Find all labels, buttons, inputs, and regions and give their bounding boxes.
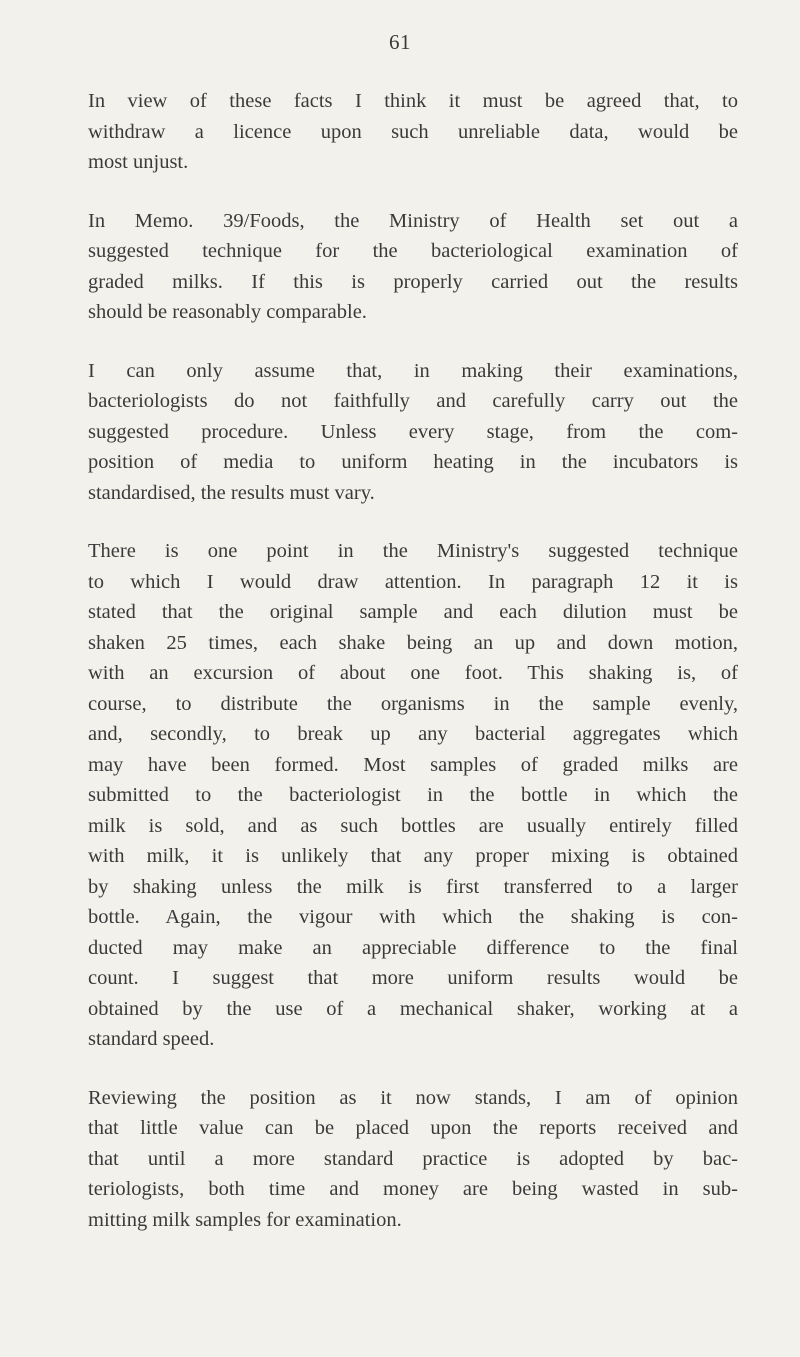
text-line: In view of these facts I think it must be agreed that, to <box>88 90 738 112</box>
text-line: should be reasonably comparable. <box>88 301 367 323</box>
text-line: obtained by the use of a mechanical shaker, working at a <box>88 997 738 1020</box>
paragraph-1 <box>88 86 738 178</box>
text-line: stated that the original sample and each dilution must be <box>88 601 738 623</box>
text-line: I can only assume that, in making their examinations, <box>88 359 738 382</box>
text-line: bacteriologists do not faithfully and carefully carry out the <box>88 390 738 412</box>
paragraph-2 <box>88 206 738 328</box>
text-line: suggested procedure. Unless every stage, from the com- <box>88 420 738 443</box>
text-line: standard speed. <box>88 1028 215 1050</box>
text-line: that little value can be placed upon the reports received and <box>88 1117 738 1139</box>
text-line: withdraw a licence upon such unreliable data, would be <box>88 120 738 143</box>
text-line: ducted may make an appreciable difference to the final <box>88 936 738 959</box>
text-line: most unjust. <box>88 151 189 173</box>
page-number: 61 <box>389 30 411 54</box>
text-line: position of media to uniform heating in the incubators is <box>88 451 738 473</box>
paragraph-4 <box>88 536 738 1055</box>
text-line: suggested technique for the bacteriological examination of <box>88 240 738 262</box>
paragraph-3 <box>88 356 738 509</box>
text-line: standardised, the results must vary. <box>88 481 375 504</box>
text-line: and, secondly, to break up any bacterial aggregates which <box>88 723 738 745</box>
text-line: shaken 25 times, each shake being an up and down motion, <box>88 631 738 654</box>
text-line: submitted to the bacteriologist in the bottle in which the <box>88 784 738 806</box>
paragraph-5 <box>88 1083 738 1236</box>
text-line: with an excursion of about one foot. This shaking is, of <box>88 662 738 684</box>
text-line: There is one point in the Ministry's suggested technique <box>88 540 738 562</box>
text-line: In Memo. 39/Foods, the Ministry of Health set out a <box>88 209 738 232</box>
text-line: with milk, it is unlikely that any proper mixing is obtained <box>88 845 738 867</box>
text-line: Reviewing the position as it now stands, I am of opinion <box>88 1086 738 1109</box>
text-line: milk is sold, and as such bottles are usually entirely filled <box>88 814 738 837</box>
text-line: bottle. Again, the vigour with which the shaking is con- <box>88 906 738 928</box>
text-line: course, to distribute the organisms in the sample evenly, <box>88 692 738 715</box>
text-line: teriologists, both time and money are being wasted in sub- <box>88 1178 738 1200</box>
text-line: mitting milk samples for examination. <box>88 1208 402 1231</box>
text-line: may have been formed. Most samples of graded milks are <box>88 753 738 776</box>
text-line: that until a more standard practice is adopted by bac- <box>88 1147 738 1170</box>
text-line: by shaking unless the milk is first transferred to a larger <box>88 875 738 898</box>
text-line: count. I suggest that more uniform results would be <box>88 967 738 989</box>
text-line: to which I would draw attention. In paragraph 12 it is <box>88 570 738 593</box>
text-line: graded milks. If this is properly carried out the results <box>88 270 738 293</box>
document-body <box>88 86 738 1263</box>
